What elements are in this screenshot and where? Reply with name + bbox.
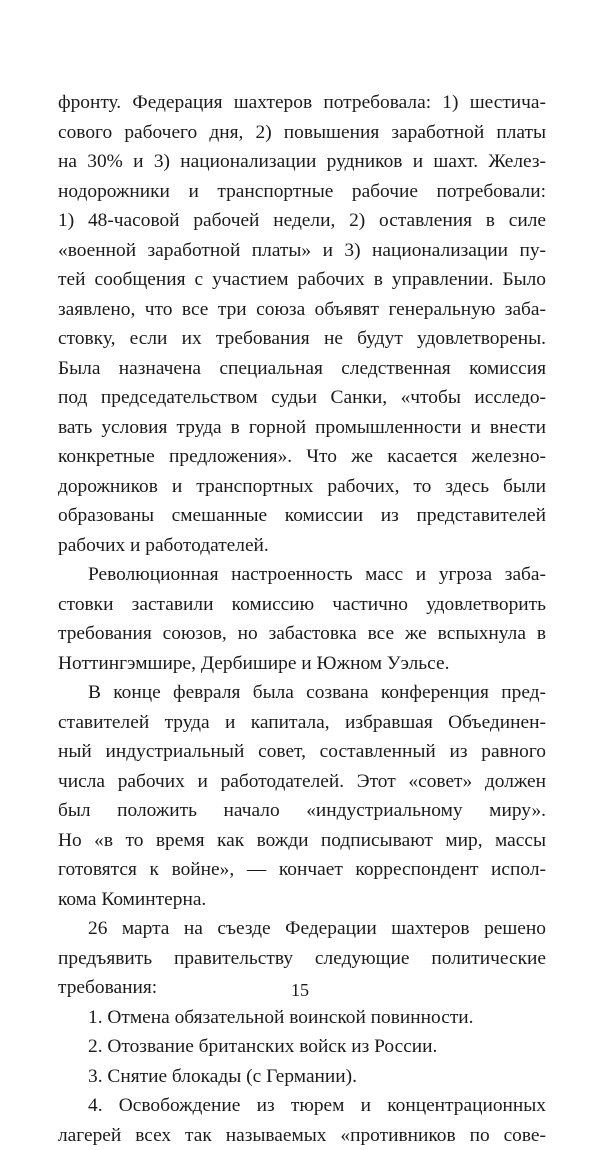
text-line: ный индустриальный совет, составленный из равного xyxy=(58,737,546,767)
text-line: стовки заставили комиссию частично удовлетворить xyxy=(58,590,546,620)
text-line: готовятся к войне», — кончает корреспондент испол- xyxy=(58,855,546,885)
list-item: 1. Отмена обязательной воинской повинности. xyxy=(58,1003,546,1033)
text-line: Но «в то время как вожди подписывают мир, массы xyxy=(58,826,546,856)
text-line: фронту. Федерация шахтеров потребовала: 1) шестича- xyxy=(58,88,546,118)
text-line: нодорожники и транспортные рабочие потребовали: xyxy=(58,177,546,207)
text-line: числа рабочих и работодателей. Этот «совет» должен xyxy=(58,767,546,797)
text-line: В конце февраля была созвана конференция пред- xyxy=(58,678,546,708)
page-number: 15 xyxy=(0,980,600,1001)
text-line: «военной заработной платы» и 3) национализации пу- xyxy=(58,236,546,266)
list-item: 3. Снятие блокады (с Германии). xyxy=(58,1062,546,1092)
text-line: 1) 48-часовой рабочей недели, 2) оставления в силе xyxy=(58,206,546,236)
text-line: лагерей всех так называемых «противников по сове- xyxy=(58,1121,546,1150)
text-line: 26 марта на съезде Федерации шахтеров решено xyxy=(58,914,546,944)
text-line: сового рабочего дня, 2) повышения заработной платы xyxy=(58,118,546,148)
text-line: рабочих и работодателей. xyxy=(58,531,546,561)
text-line: ставителей труда и капитала, избравшая Объединен- xyxy=(58,708,546,738)
list-item: 2. Отозвание британских войск из России. xyxy=(58,1032,546,1062)
list-item: 4. Освобождение из тюрем и концентрационных xyxy=(58,1091,546,1121)
text-line: требования союзов, но забастовка все же вспыхнула в xyxy=(58,619,546,649)
text-line: Была назначена специальная следственная комиссия xyxy=(58,354,546,384)
text-line: под председательством судьи Санки, «чтобы исследо- xyxy=(58,383,546,413)
text-line: вать условия труда в горной промышленности и внести xyxy=(58,413,546,443)
text-line: тей сообщения с участием рабочих в управлении. Было xyxy=(58,265,546,295)
text-line: на 30% и 3) национализации рудников и шахт. Желез- xyxy=(58,147,546,177)
text-line: был положить начало «индустриальному миру». xyxy=(58,796,546,826)
text-line: образованы смешанные комиссии из представителей xyxy=(58,501,546,531)
text-line: предъявить правительству следующие политические xyxy=(58,944,546,974)
text-line: дорожников и транспортных рабочих, то здесь были xyxy=(58,472,546,502)
text-line: кома Коминтерна. xyxy=(58,885,546,915)
text-line: Революционная настроенность масс и угроза заба- xyxy=(58,560,546,590)
text-line: стовку, если их требования не будут удовлетворены. xyxy=(58,324,546,354)
text-line: заявлено, что все три союза объявят генеральную заба- xyxy=(58,295,546,325)
text-line: конкретные предложения». Что же касается железно- xyxy=(58,442,546,472)
text-line: Ноттингэмшире, Дербишире и Южном Уэльсе. xyxy=(58,649,546,679)
text-line: требования: xyxy=(58,973,546,1003)
